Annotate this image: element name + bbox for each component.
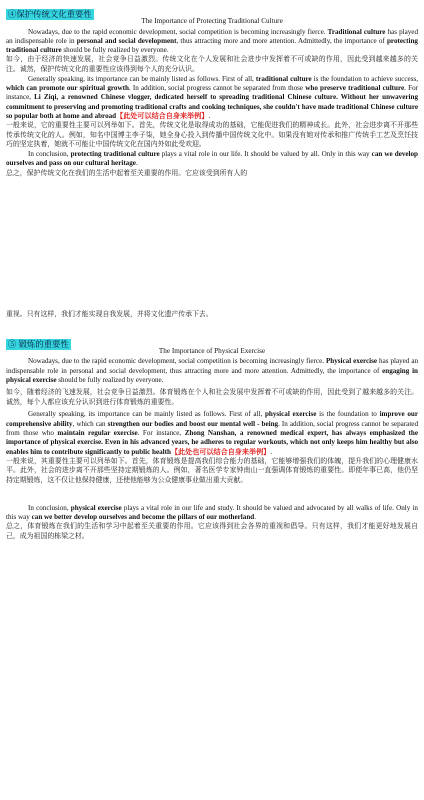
s2-paragraph-2-zh: 一般来说，其重要性主要可以列举如下。首先，体育锻炼是提高我们综合能力的基础，它能够增强我们的体魄，提升我们的心理健康水平。此外，社会的进步离不开那些坚持定期锻炼的人。例如，著名医学专家钟南山一直强调体育锻炼的重要性。即便年事已高，他仍坚持定期锻炼，这不仅让他保持健康，还使他能够为公众健康事业做出重大贡献。 bbox=[6, 456, 418, 485]
section-heading-label: ④保护传统文化重要性 bbox=[8, 10, 92, 19]
section-heading-2 bbox=[6, 334, 418, 349]
text-run: should be fully realized by everyone. bbox=[61, 46, 169, 55]
text-run: . bbox=[208, 111, 211, 120]
spacer bbox=[6, 486, 418, 504]
bold-phrase: maintain regular exercise bbox=[57, 428, 138, 437]
text-run: has played an indispensable role in personal and social development, thus attracting more and more attention. Admittedly, the importance of bbox=[6, 357, 419, 375]
bold-phrase: protecting traditional culture bbox=[6, 36, 418, 55]
s1-paragraph-1-en bbox=[6, 28, 418, 56]
red-note: 【此处也可以结合自身来举例】 bbox=[170, 447, 271, 456]
bold-phrase: protecting traditional culture bbox=[70, 149, 160, 158]
s2-paragraph-1-zh: 如今，随着经济的飞速发展，社会竞争日益激烈。体育锻炼在个人和社会发展中发挥着不可或缺的作用，因此受到了越来越多的关注。诚然，每个人都应该充分认识到进行体育锻炼的重要性。 bbox=[6, 388, 418, 406]
red-note: 【此处可以结合自身来举例】 bbox=[116, 111, 209, 120]
text-run: . bbox=[270, 447, 273, 456]
s2-paragraph-2-en bbox=[6, 410, 418, 456]
text-run: . For instance, bbox=[137, 428, 185, 437]
text-run: has played an indispensable role in bbox=[6, 27, 418, 45]
text-run: , which can bbox=[72, 419, 108, 428]
text-run: Generally speaking, its importance can be mainly listed as follows. First of all, bbox=[28, 74, 256, 83]
text-run: should be fully realized by everyone. bbox=[56, 375, 164, 384]
s1-paragraph-2-en bbox=[6, 75, 418, 121]
bold-phrase: which can promote our spiritual growth bbox=[6, 83, 129, 92]
text-run: . In addition, social progress cannot be separated from those bbox=[128, 83, 306, 92]
bold-phrase: strengthen our bodies and boost our mental well - being bbox=[107, 419, 279, 428]
s1-paragraph-3-zh: 总之，保护传统文化在我们的生活中起着至关重要的作用。它应该受到所有人的 bbox=[6, 168, 248, 177]
bold-phrase: can we develop ourselves and pass on our cultural heritage bbox=[6, 149, 419, 168]
text-run: is the foundation to bbox=[316, 410, 380, 419]
essay-title-1: The Importance of Protecting Traditional Culture bbox=[141, 17, 283, 25]
bold-phrase: engaging in physical exercise bbox=[6, 366, 418, 384]
s2-paragraph-1-en bbox=[6, 357, 418, 385]
bold-phrase: Physical exercise bbox=[325, 357, 378, 366]
essay-title-2: The Importance of Physical Exercise bbox=[158, 346, 266, 355]
bold-phrase: Zhong Nanshan, a renowned medical expert, has always emphasized the importance of physical exercise. Even in his advanced years, he adheres to regular workouts, which not only keeps him healthy but also enables him to contribute significantly to public health bbox=[6, 428, 418, 456]
bold-phrase: physical exercise bbox=[264, 410, 317, 419]
text-run: Nowadays, due to the rapid economic development, social competition is becoming increasingly fierce. bbox=[28, 357, 326, 366]
bold-phrase: personal and social development bbox=[76, 36, 177, 45]
s1-paragraph-1-zh: 如今，由于经济的快速发展，社会竞争日益激烈。传统文化在个人发展和社会进步中发挥着不可或缺的作用，因此受到越来越多的关注。诚然，保护传统文化的重要性应该得到每个人的充分认识。 bbox=[6, 55, 418, 74]
text-run: , thus attracting more and more attention. Admittedly, the importance of bbox=[176, 36, 387, 45]
bold-phrase: Traditional culture bbox=[327, 27, 386, 36]
text-run: . For instance, bbox=[6, 83, 418, 102]
bold-phrase: who preserve traditional culture bbox=[305, 83, 405, 92]
bold-phrase: traditional culture bbox=[255, 74, 312, 83]
text-run: . In addition, social progress cannot be separated from those who bbox=[6, 419, 418, 437]
s1-paragraph-2-zh: 一般来说，它的重要性主要可以列举如下。首先，传统文化是取得成功的基础，它能促进我们的精神成长。此外，社会进步离不开那些传承传统文化的人。例如，知名中国博主李子柒，她全身心投入到传播中国传统文化中。如果没有她对传承和推广传统手工艺及烹饪技巧的坚定执着，她就不可能让中国传统文化在国内外如此受欢迎。 bbox=[6, 121, 418, 149]
bold-phrase: can we better develop ourselves and become the pillars of our motherland bbox=[31, 512, 255, 521]
s2-paragraph-3-en bbox=[6, 504, 418, 523]
text-run: is the foundation to achieve success, bbox=[311, 74, 418, 83]
text-run: . bbox=[254, 512, 256, 521]
bold-phrase: improve our comprehensive ability bbox=[6, 410, 418, 428]
text-run: . bbox=[135, 159, 138, 168]
text-run: In conclusion, bbox=[28, 503, 71, 512]
section-heading-1 bbox=[6, 4, 418, 19]
bold-phrase: physical exercise bbox=[70, 503, 122, 512]
bold-phrase: Li Ziqi, a renowned Chinese vlogger, dedicated herself to spreading traditional Chinese culture. Without her unwavering commitment to preserving and promoting traditional crafts and cooking techniques, she couldn't have made traditional Chinese culture so popular both at home and abroad bbox=[6, 93, 418, 120]
text-run: Nowadays, due to the rapid economic development, social competition is becoming increasingly fierce. bbox=[28, 27, 328, 36]
page-gap bbox=[6, 178, 418, 310]
text-run: plays a vital role in our life and study. It should be valued and advocated by all walks of life. Only in this way bbox=[6, 503, 418, 521]
section-heading-label: ⑤ 锻炼的重要性 bbox=[8, 339, 69, 349]
s1-paragraph-3-en bbox=[6, 150, 418, 169]
section-gap bbox=[6, 320, 418, 334]
s2-paragraph-3-zh: 总之，体育锻炼在我们的生活和学习中起着至关重要的作用。它应该得到社会各界的重视和倡导。只有这样，我们才能更好地发展自己，成为祖国的栋梁之材。 bbox=[6, 522, 418, 540]
text-run: Generally speaking, its importance can be mainly listed as follows. First of all, bbox=[28, 410, 265, 419]
text-run: plays a vital role in our life. It should be valued by all. Only in this way bbox=[159, 149, 372, 158]
document-page bbox=[6, 4, 418, 541]
s1-paragraph-3-zh-continued: 重视。只有这样，我们才能实现自我发展，并将文化遗产传承下去。 bbox=[6, 310, 213, 319]
text-run: In conclusion, bbox=[28, 149, 71, 158]
